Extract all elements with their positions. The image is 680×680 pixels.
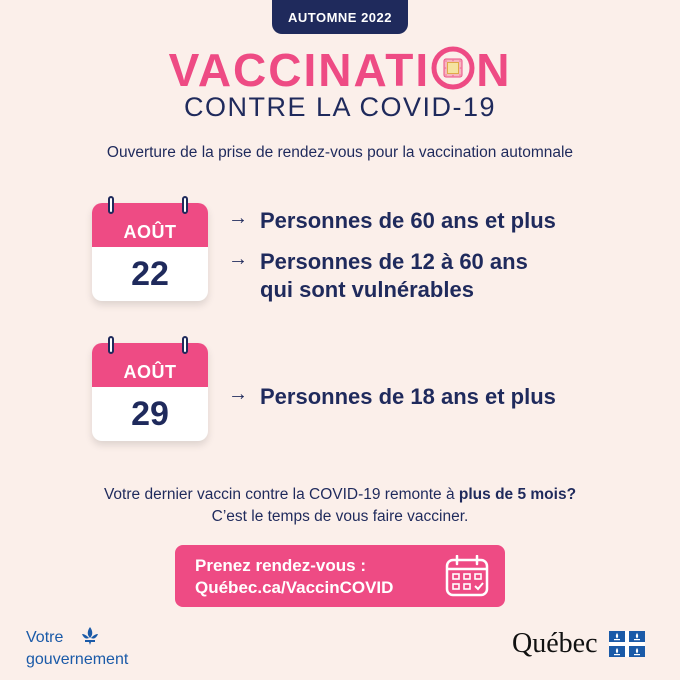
title-part-1: VACCINATI: [168, 44, 431, 96]
reminder-line-1-text: Votre dernier vaccin contre la COVID-19 remonte à: [103, 486, 459, 503]
season-badge: AUTOMNE 2022: [272, 0, 408, 34]
fleur-de-lis-icon: [80, 626, 100, 651]
calendar-card: [92, 203, 208, 301]
calendar-ring-icon: [108, 336, 114, 354]
reminder-line-2: C’est le temps de vous faire vacciner.: [211, 508, 469, 525]
schedule-item: Personnes de 60 ans et plus: [260, 208, 556, 233]
title-part-2: N: [476, 44, 512, 96]
votre-logo-line-2: gouvernement: [26, 651, 129, 668]
page-title: [0, 44, 680, 96]
reminder-text: [0, 484, 680, 528]
quebec-wordmark: Québec: [512, 628, 598, 659]
calendar-card: [92, 343, 208, 441]
votre-logo-word: Votre: [26, 629, 64, 646]
quebec-logo: [512, 628, 645, 665]
schedule-item: Personnes de 18 ans et plus: [260, 384, 556, 409]
book-appointment-button[interactable]: [175, 545, 505, 607]
arrow-right-icon: →: [228, 248, 248, 270]
schedule-item-continued: qui sont vulnérables: [260, 277, 474, 302]
arrow-right-icon: →: [228, 207, 248, 229]
calendar-day: 22: [131, 254, 169, 293]
calendar-month: AOÛT: [92, 343, 208, 387]
schedule-item: Personnes de 12 à 60 ans: [260, 249, 528, 274]
cta-url[interactable]: Québec.ca/VaccinCOVID: [195, 578, 394, 597]
calendar-ring-icon: [182, 196, 188, 214]
reminder-line-1: [0, 484, 680, 506]
votre-logo-line-1: [26, 626, 128, 651]
calendar-icon: [445, 555, 489, 602]
reminder-emphasis: plus de 5 mois?: [458, 486, 577, 503]
quebec-flag-icon: [609, 631, 645, 665]
intro-text: Ouverture de la prise de rendez-vous pour la vaccination automnale: [106, 144, 574, 161]
calendar-ring-icon: [108, 196, 114, 214]
calendar-ring-icon: [182, 336, 188, 354]
calendar-day: 29: [131, 394, 169, 433]
calendar-month: AOÛT: [92, 203, 208, 247]
vaccine-patch-icon: [431, 46, 475, 90]
votre-gouvernement-logo: [26, 626, 128, 669]
cta-label: Prenez rendez-vous :: [195, 556, 366, 575]
page-subtitle: CONTRE LA COVID-19: [183, 92, 497, 122]
arrow-right-icon: →: [228, 383, 248, 405]
